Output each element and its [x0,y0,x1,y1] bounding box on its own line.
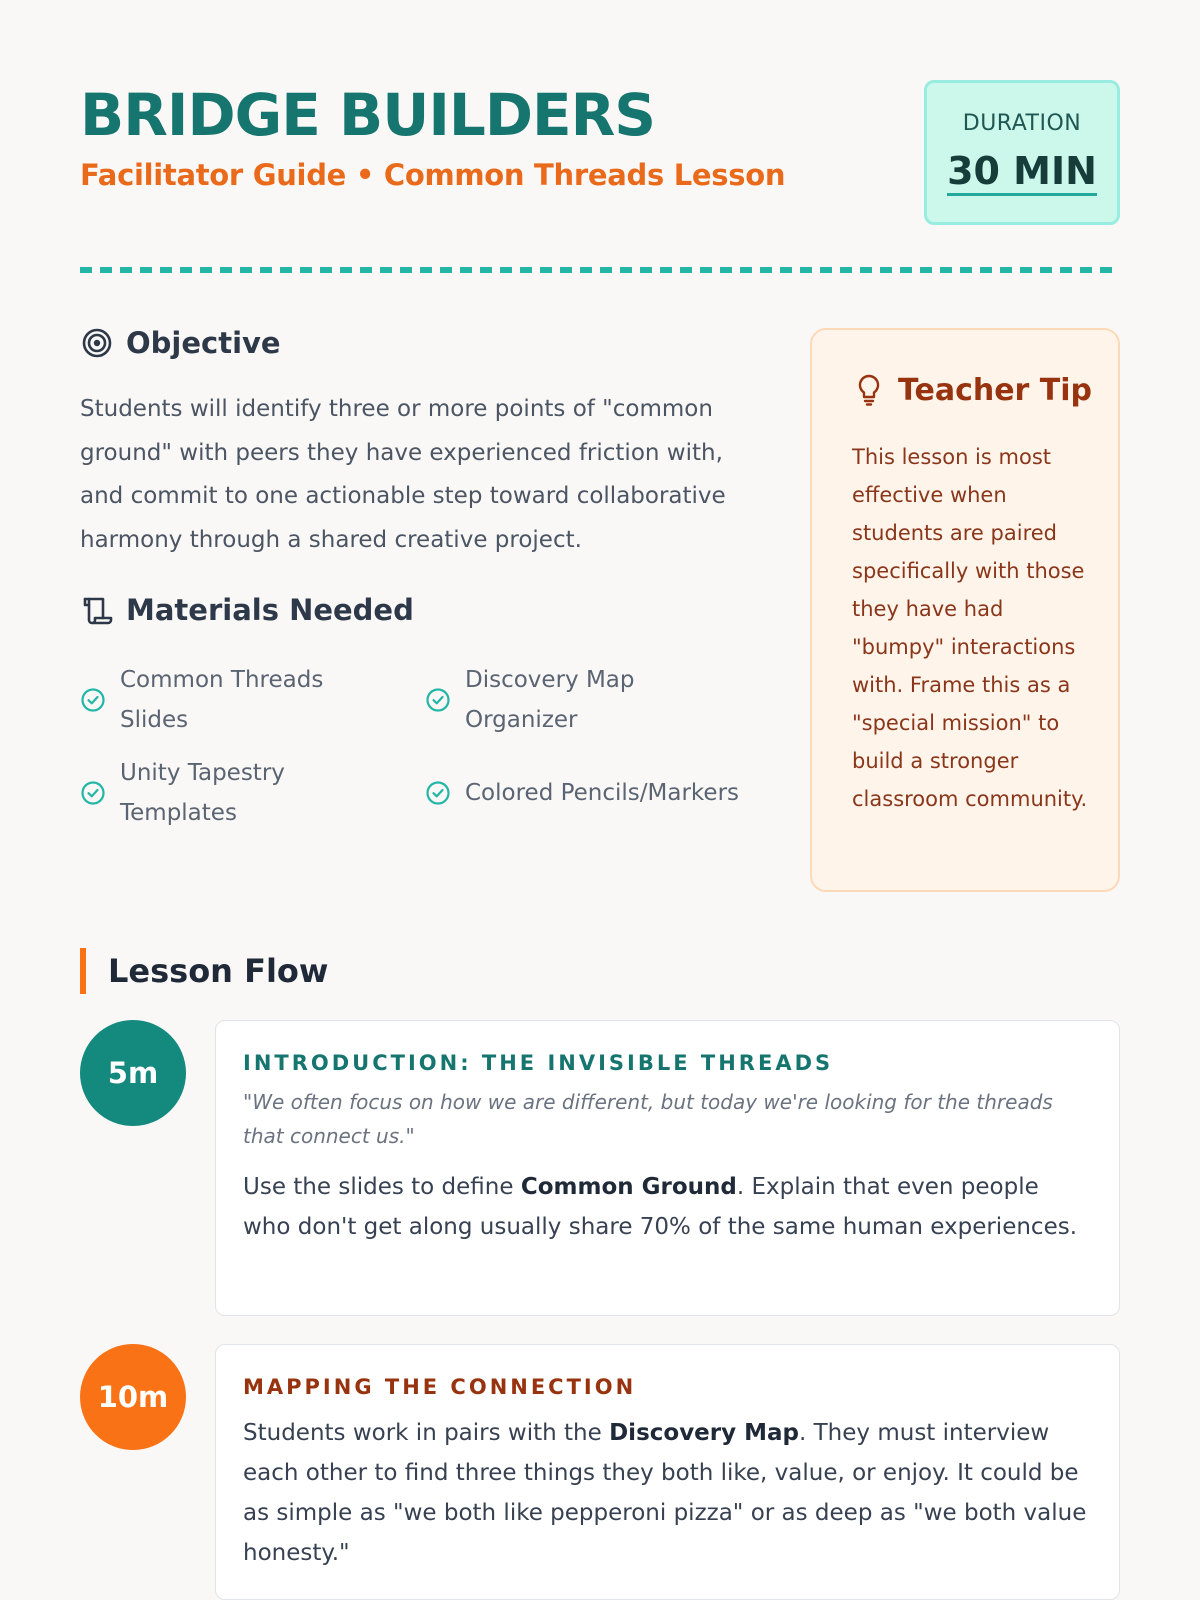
material-label: Discovery Map Organizer [465,667,635,733]
check-circle-icon [80,780,106,806]
facilitator-guide [80,0,1120,1600]
lesson-flow-heading: Lesson Flow [80,948,328,994]
lesson-step-card [215,1020,1120,1316]
check-circle-icon [80,687,106,713]
objective-text: Students will identify three or more points of "common ground" with peers they have experienced friction with, and commit to one actionable step toward collaborative harmony through a shared creative project. [80,396,726,553]
step-body-text: . They must interview each other to find three things they both like, value, or enjoy. It could be as simple as "we both like pepperoni pizza" or as deep as "we both value honesty." [243,1420,1087,1566]
lesson-step-card [215,1344,1120,1600]
step-title: MAPPING THE CONNECTION [243,1375,637,1399]
objective-heading-text: Objective [126,326,281,360]
objective-heading [80,323,281,363]
duration-value: 30 MIN [947,149,1097,196]
materials-heading [80,590,414,630]
material-item [80,660,340,740]
step-body-text: Students work in pairs with the [243,1420,610,1446]
teacher-tip-heading-text: Teacher Tip [898,372,1093,408]
step-time-badge: 10m [80,1344,186,1450]
material-item [425,660,685,740]
material-item [80,753,340,833]
materials-heading-text: Materials Needed [126,593,414,627]
step-body-emphasis: Common Ground [520,1174,737,1200]
step-body-text: . Explain that even people who don't get along usually share 70% of the same human experiences. [243,1174,1078,1240]
lightbulb-icon [854,372,884,408]
page-title: BRIDGE BUILDERS [80,81,656,149]
duration-label: DURATION [962,111,1082,136]
teacher-tip-heading [854,372,1092,408]
material-label: Unity Tapestry Templates [120,760,285,826]
check-circle-icon [425,780,451,806]
step-title: INTRODUCTION: THE INVISIBLE THREADS [243,1051,834,1075]
target-icon [80,326,114,360]
teacher-tip-text: This lesson is most effective when students are paired specifically with those they have had "bumpy" interactions with. Frame this as a "special mission" to build a stronger classroom community. [852,445,1088,811]
scroll-icon [80,593,114,627]
material-label: Colored Pencils/Markers [465,780,740,806]
step-body [243,1167,1093,1247]
page-subtitle: Facilitator Guide • Common Threads Lesson [80,158,786,192]
step-body-emphasis: Discovery Map [609,1420,800,1446]
step-body [243,1413,1093,1573]
header-divider [80,267,1120,273]
step-time-badge: 5m [80,1020,186,1126]
duration-value-wrap [927,149,1117,193]
teacher-tip-card [810,328,1120,892]
check-circle-icon [425,687,451,713]
step-body-text: Use the slides to define [243,1174,521,1200]
step-quote: "We often focus on how we are different, but today we're looking for the threads that connect us." [243,1090,1053,1148]
material-item [425,773,785,813]
duration-badge [924,80,1120,225]
material-label: Common Threads Slides [120,667,324,733]
